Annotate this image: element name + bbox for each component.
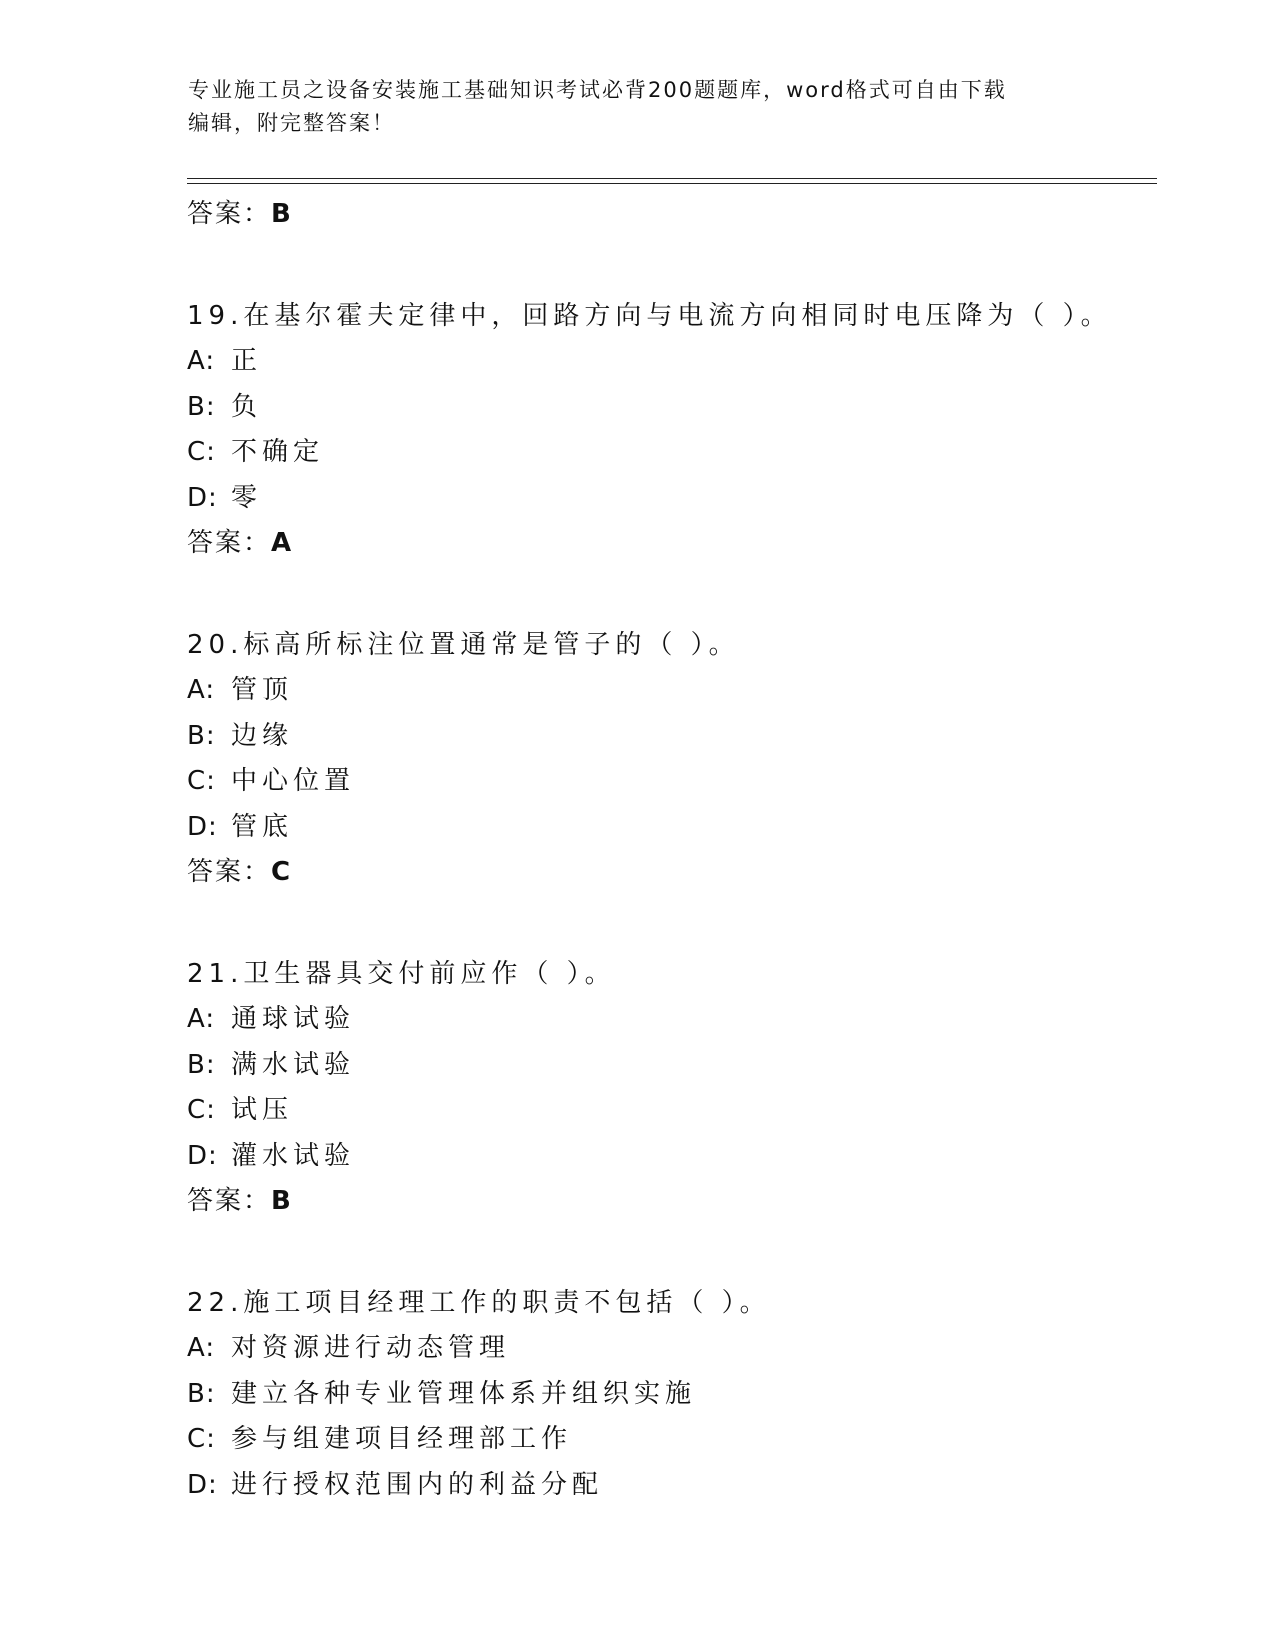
option-text: 满水试验: [231, 1049, 356, 1080]
answer-value: B: [271, 1186, 293, 1216]
header-divider-bottom: [187, 183, 1157, 184]
option-letter: B:: [187, 391, 216, 422]
option-text: 通球试验: [231, 1004, 356, 1034]
question-19-option-b: [187, 385, 1167, 431]
option-letter: D:: [187, 811, 218, 842]
answer-label: 答案：: [187, 857, 272, 887]
option-text: 管顶: [231, 675, 294, 705]
option-letter: D:: [187, 482, 218, 513]
question-20-option-d: [187, 805, 1167, 851]
document-header: [188, 74, 1068, 140]
question-21-text: 21.卫生器具交付前应作（ ）。: [187, 959, 616, 989]
option-letter: C:: [187, 1424, 216, 1454]
option-text: 零: [231, 482, 263, 513]
question-19-text: 19.在基尔霍夫定律中，回路方向与电流方向相同时电压降为（ ）。: [187, 301, 1112, 331]
question-22-text: 22.施工项目经理工作的职责不包括（ ）。: [187, 1288, 771, 1318]
question-20-text: 20.标高所标注位置通常是管子的（ ）。: [187, 630, 740, 660]
option-text: 试压: [231, 1095, 294, 1125]
question-21-option-c: [187, 1088, 1167, 1134]
question-20-option-c: [187, 759, 1167, 805]
option-letter: C:: [187, 766, 216, 796]
option-letter: C:: [187, 437, 216, 467]
question-20-option-a: [187, 668, 1167, 714]
answer-label: 答案：: [187, 528, 272, 558]
question-19-option-c: [187, 430, 1167, 476]
option-text: 边缘: [231, 720, 294, 751]
answer-line-q21: [187, 1179, 1167, 1223]
option-letter: A:: [187, 1004, 216, 1034]
question-21-option-d: [187, 1134, 1167, 1180]
option-text: 建立各种专业管理体系并组织实施: [231, 1378, 697, 1409]
option-text: 管底: [231, 811, 294, 842]
question-21-option-a: [187, 997, 1167, 1043]
option-letter: C:: [187, 1095, 216, 1125]
question-22-option-b: [187, 1372, 1167, 1418]
question-20-option-b: [187, 714, 1167, 760]
answer-line-q19: [187, 521, 1167, 565]
answer-line-q20: [187, 850, 1167, 894]
option-letter: D:: [187, 1469, 218, 1500]
option-text: 中心位置: [231, 766, 356, 796]
option-text: 正: [231, 346, 263, 376]
option-text: 参与组建项目经理部工作: [231, 1424, 573, 1454]
option-text: 对资源进行动态管理: [231, 1333, 511, 1363]
option-letter: B:: [187, 720, 216, 751]
question-22-option-c: [187, 1417, 1167, 1463]
option-text: 灌水试验: [231, 1140, 356, 1171]
question-19-option-a: [187, 339, 1167, 385]
option-text: 负: [231, 391, 263, 422]
option-letter: B:: [187, 1378, 216, 1409]
answer-value: A: [271, 528, 294, 558]
option-letter: B:: [187, 1049, 216, 1080]
option-letter: D:: [187, 1140, 218, 1171]
question-22-option-d: [187, 1463, 1167, 1509]
option-text: 不确定: [231, 437, 325, 467]
header-title-line-2: 编辑，附完整答案！: [188, 111, 395, 135]
answer-line-q18: [187, 192, 1167, 236]
option-text: 进行授权范围内的利益分配: [231, 1469, 604, 1500]
answer-label: 答案：: [187, 1186, 272, 1216]
question-19-option-d: [187, 476, 1167, 522]
option-letter: A:: [187, 1333, 216, 1363]
question-22-option-a: [187, 1326, 1167, 1372]
header-title-line-1: 专业施工员之设备安装施工基础知识考试必背200题题库，word格式可自由下载: [188, 78, 1007, 102]
question-21-option-b: [187, 1043, 1167, 1089]
question-list: [187, 192, 1167, 1508]
header-divider-top: [187, 178, 1157, 179]
option-letter: A:: [187, 346, 216, 376]
option-letter: A:: [187, 675, 216, 705]
answer-value: B: [271, 199, 293, 229]
answer-value: C: [271, 857, 293, 887]
answer-label: 答案：: [187, 199, 272, 229]
